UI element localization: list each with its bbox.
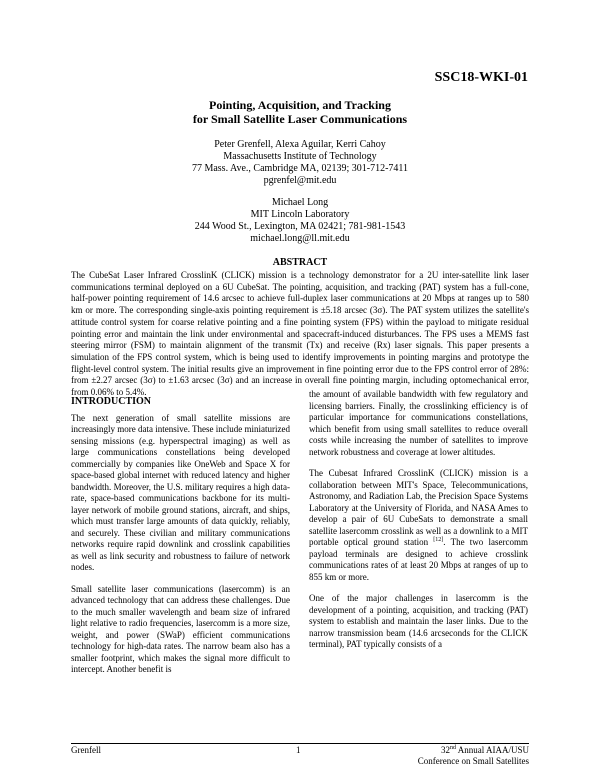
paragraph-text: The Cubesat Infrared CrosslinK (CLICK) mission is a collaboration between MIT's Space, Telecommunications, Astronomy, and Radiation Lab, the Precision Space Systems Laboratory at the University of Florida, and NASA Ames to develop a pair of 6U CubeSats to demonstrate a small satellite lasercomm crosslink as well as a downlink to a MIT portable optical ground station bbox=[309, 468, 528, 547]
author-email: michael.long@ll.mit.edu bbox=[250, 233, 350, 244]
page-number: 1 bbox=[296, 745, 301, 755]
paper-title bbox=[0, 98, 600, 126]
author-names: Peter Grenfell, Alexa Aguilar, Kerri Cahoy bbox=[214, 139, 386, 150]
footer-divider bbox=[71, 743, 529, 744]
conference-line-1 bbox=[418, 745, 529, 756]
body-paragraph: One of the major challenges in lasercomm is the development of a pointing, acquisition, and tracking (PAT) system to establish and maintain the laser links. Due to the narrow transmission beam (14.6 arcseconds for the CLICK terminal), PAT typically consists of a bbox=[309, 593, 528, 649]
paragraph-text: . The two lasercomm payload terminals are designed to achieve crosslink communications rates of at least 20 Mbps at ranges of up to 855 km or more. bbox=[309, 537, 528, 582]
title-line-1: Pointing, Acquisition, and Tracking bbox=[209, 98, 391, 112]
author-affiliation: Massachusetts Institute of Technology bbox=[223, 151, 377, 162]
title-line-2: for Small Satellite Laser Communications bbox=[192, 112, 408, 126]
right-column bbox=[309, 389, 528, 661]
author-names: Michael Long bbox=[271, 197, 329, 208]
body-paragraph bbox=[309, 468, 528, 583]
conference-line-2: Conference on Small Satellites bbox=[417, 756, 529, 766]
paper-id: SSC18-WKI-01 bbox=[434, 70, 528, 85]
left-column bbox=[71, 396, 290, 686]
abstract-heading: ABSTRACT bbox=[272, 257, 328, 268]
footer-conference bbox=[418, 745, 529, 767]
body-paragraph: the amount of available bandwidth with few regulatory and licensing barriers. Finally, the crosslinking efficiency is of particular importance for communications constellations, which benefit from using small satellites to reduce overall costs while increasing the number of satellites to improve network robustness and coverage at lower altitudes. bbox=[309, 389, 528, 457]
author-email: pgrenfel@mit.edu bbox=[263, 175, 337, 186]
conference-number: 32 bbox=[440, 745, 450, 755]
author-address: 77 Mass. Ave., Cambridge MA, 02139; 301-712-7411 bbox=[191, 163, 409, 174]
citation: [12] bbox=[433, 537, 444, 543]
ordinal-suffix: nd bbox=[449, 745, 456, 751]
abstract-text: The CubeSat Laser Infrared CrosslinK (CLICK) mission is a technology demonstrator for a 2U inter-satellite link laser communications terminal deployed on a 6U CubeSat. The pointing, acquisition, and tracking (PAT) system has a full-cone, half-power pointing requirement of 14.6 arcsec to achieve full-duplex laser communications at 20 Mbps at ranges up to 580 km or more. The corresponding single-axis pointing requirement is ±5.18 arcsec (3σ). The PAT system utilizes the satellite's attitude control system for coarse relative pointing and a fine pointing system (FPS) within the payload to mitigate residual pointing error and maintain the link under environmental and spacecraft-induced disturbances. The FPS uses a MEMS fast steering mirror (FSM) to maintain alignment of the transmit (Tx) and receive (Rx) laser signals. This paper presents a simulation of the FPS control system, which is being used to identify improvements in pointing margins and prototype the flight-level control system. The initial results give an improvement in fine pointing error due to the FPS control error of 28%: from ±2.27 arcsec (3σ) to ±1.63 arcsec (3σ) and an increase in overall fine pointing margin, including optomechanical error, from 0.06% to 5.4%. bbox=[71, 270, 529, 398]
conference-name: Annual AIAA/USU bbox=[455, 745, 529, 755]
author-block-2 bbox=[0, 197, 600, 245]
body-paragraph: Small satellite laser communications (lasercomm) is an advanced technology that can address these challenges. Due to the much smaller wavelength and beam size of infrared light relative to radio frequencies, lasercomm is a more size, weight, and power (SWaP) efficient communications technology for high-data rates. The narrow beam also has a smaller footprint, which makes the signal more difficult to intercept. Another benefit is bbox=[71, 583, 290, 674]
author-block-1 bbox=[0, 139, 600, 187]
author-address: 244 Wood St., Lexington, MA 02421; 781-981-1543 bbox=[194, 221, 406, 232]
section-heading: INTRODUCTION bbox=[71, 396, 152, 407]
footer-author: Grenfell bbox=[71, 745, 101, 755]
author-affiliation: MIT Lincoln Laboratory bbox=[250, 209, 350, 220]
body-paragraph: The next generation of small satellite missions are increasingly more data intensive. These include miniaturized sensing missions (e.g. hyperspectral imaging) as well as large communications constellations being developed commercially by companies like OneWeb and Space X for space-based global internet with reduced latency and higher bandwidth. Moreover, the U.S. military requires a high data-rate, space-based communications backbone for its multi-layer network of mobile ground stations, aircraft, and ships, which must transfer large amounts of data quickly, reliably, and securely. These civilian and military communications networks require rapid downlink and crosslink capabilities as well as link security and robustness to failure of network nodes. bbox=[71, 412, 291, 572]
